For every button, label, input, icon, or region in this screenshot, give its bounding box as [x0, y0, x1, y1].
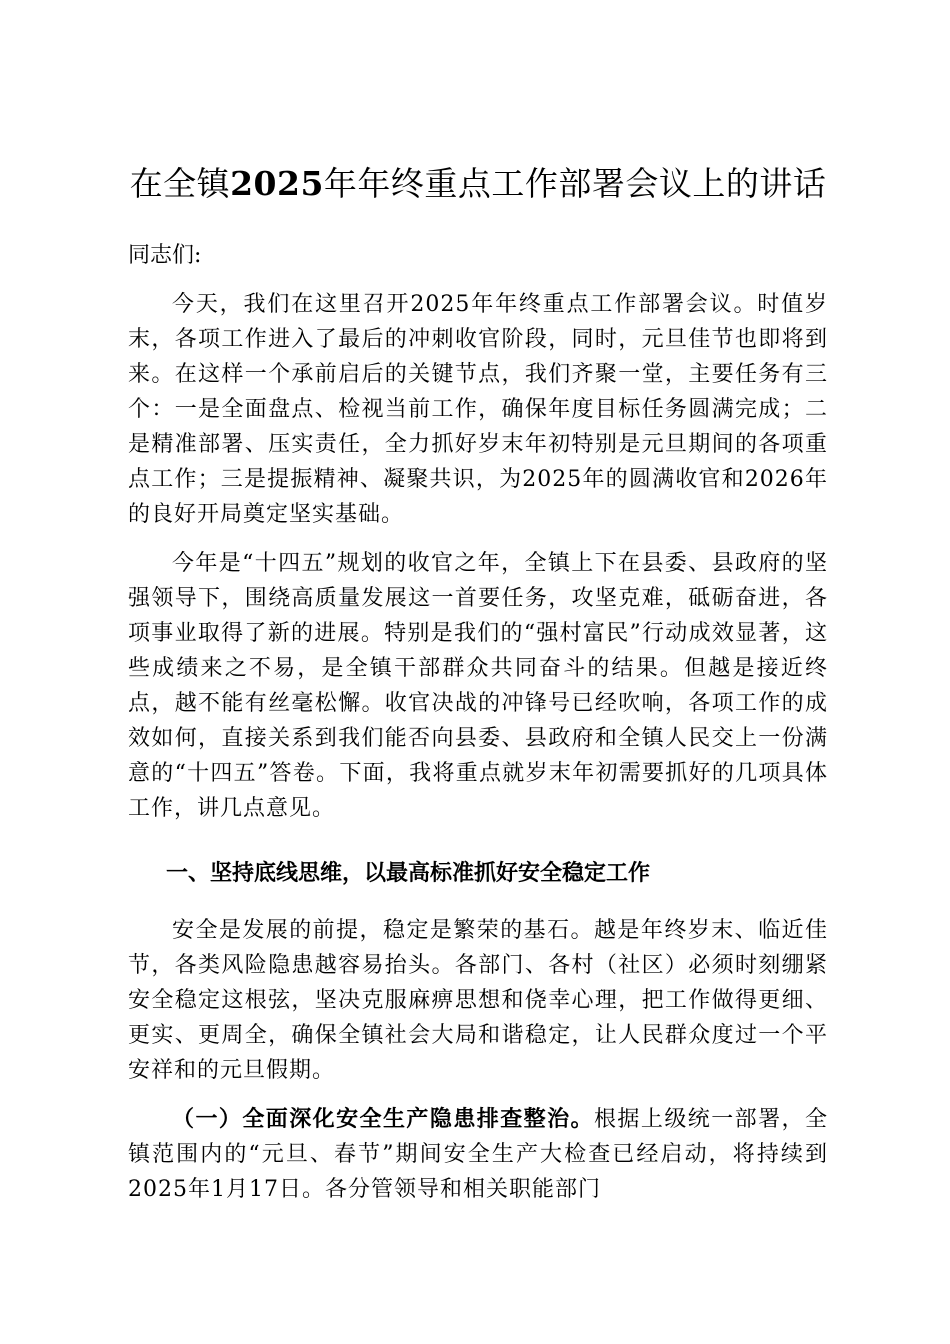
- paragraph-opening: 今天，我们在这里召开2025年年终重点工作部署会议。时值岁末，各项工作进入了最后的冲刺收官阶段，同时，元旦佳节也即将到来。在这样一个承前启后的关键节点，我们齐聚一堂，主要任务有三个：一是全面盘点、检视当前工作，确保年度目标任务圆满完成；二是精准部署、压实责任，全力抓好岁末年初特别是元旦期间的各项重点工作；三是提振精神、凝聚共识，为2025年的圆满收官和2026年的良好开局奠定坚实基础。: [128, 292, 828, 527]
- sub-item-text: 根据上级统一部署，全镇范围内的“元旦、春节”期间安全生产大检查已经启动，将持续到2025年1月17日。各分管领导和相关职能部门: [128, 1107, 828, 1202]
- sub-item-label: （一）全面深化安全生产隐患排查整治。: [172, 1107, 594, 1132]
- document-title: [128, 0, 828, 208]
- document-page: [128, 0, 828, 1207]
- paragraph-sub-item: [128, 1102, 828, 1207]
- greeting: 同志们:: [128, 243, 202, 268]
- title-suffix: 年年终重点工作部署会议上的讲话: [323, 164, 827, 203]
- section-heading: 一、坚持底线思维，以最高标准抓好安全稳定工作: [166, 861, 651, 886]
- paragraph-safety: 安全是发展的前提，稳定是繁荣的基石。越是年终岁末、临近佳节，各类风险隐患越容易抬头。各部门、各村（社区）必须时刻绷紧安全稳定这根弦，坚决克服麻痹思想和侥幸心理，把工作做得更细、更实、更周全，确保全镇社会大局和谐稳定，让人民群众度过一个平安祥和的元旦假期。: [128, 918, 828, 1083]
- title-year: 2025: [230, 164, 324, 203]
- title-prefix: 在全镇: [129, 164, 231, 203]
- paragraph-review: 今年是“十四五”规划的收官之年，全镇上下在县委、县政府的坚强领导下，围绕高质量发展这一首要任务，攻坚克难，砥砺奋进，各项事业取得了新的进展。特别是我们的“强村富民”行动成效显著，这些成绩来之不易，是全镇干部群众共同奋斗的结果。但越是接近终点，越不能有丝毫松懈。收官决战的冲锋号已经吹响，各项工作的成效如何，直接关系到我们能否向县委、县政府和全镇人民交上一份满意的“十四五”答卷。下面，我将重点就岁末年初需要抓好的几项具体工作，讲几点意见。: [128, 551, 828, 821]
